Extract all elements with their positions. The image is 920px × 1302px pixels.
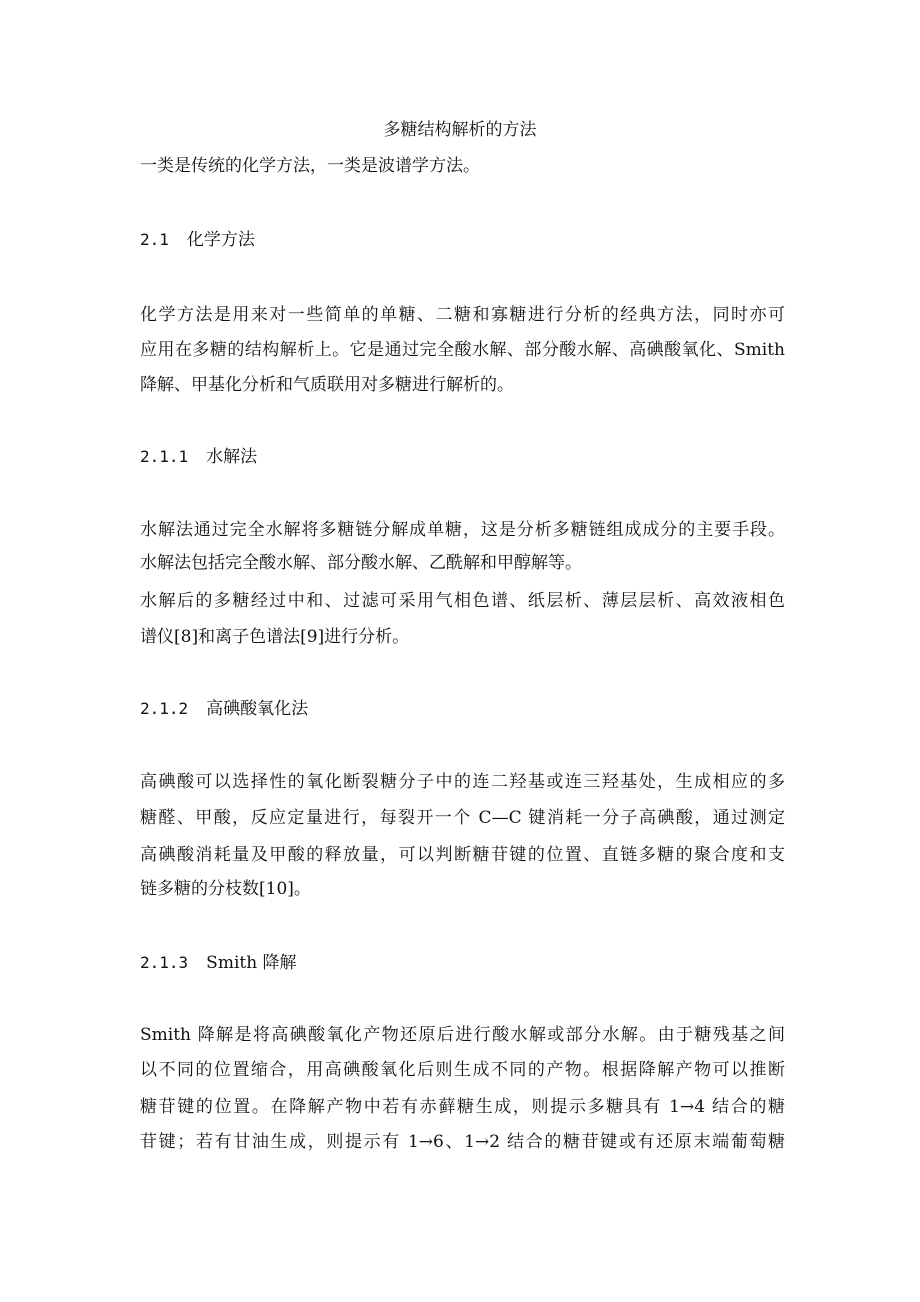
section-heading-2-1-2	[140, 697, 308, 721]
section-heading-2-1-3	[140, 951, 297, 975]
paragraph-line: 糖醛、甲酸，反应定量进行，每裂开一个 C—C 键消耗一分子高碘酸，通过测定	[140, 808, 785, 828]
paragraph-line: 高碘酸可以选择性的氧化断裂糖分子中的连二羟基或连三羟基处，生成相应的多	[140, 772, 785, 792]
paragraph-line: 高碘酸消耗量及甲酸的释放量，可以判断糖苷键的位置、直链多糖的聚合度和支	[140, 845, 785, 865]
section-number: 2.1	[140, 230, 169, 249]
section-number: 2.1.3	[140, 953, 189, 972]
paragraph-line: Smith 降解是将高碘酸氧化产物还原后进行酸水解或部分水解。由于糖残基之间	[140, 1025, 785, 1045]
intro-text: 一类是传统的化学方法，一类是波谱学方法。	[140, 156, 480, 176]
section-heading-2-1-1	[140, 445, 257, 469]
section-heading-2-1	[140, 228, 255, 252]
section-number: 2.1.1	[140, 447, 189, 466]
paragraph-line: 水解法通过完全水解将多糖链分解成单糖，这是分析多糖链组成成分的主要手段。	[140, 520, 785, 540]
page-title: 多糖结构解析的方法	[383, 120, 537, 140]
paragraph-line: 谱仪[8]和离子色谱法[9]进行分析。	[140, 627, 410, 647]
section-number: 2.1.2	[140, 699, 189, 718]
section-title: 高碘酸氧化法	[206, 699, 309, 719]
section-title: 水解法	[206, 447, 258, 467]
section-title: Smith 降解	[206, 953, 297, 973]
section-title: 化学方法	[186, 230, 255, 250]
paragraph-line: 化学方法是用来对一些简单的单糖、二糖和寡糖进行分析的经典方法，同时亦可	[140, 305, 785, 325]
paragraph-line: 链多糖的分枝数[10]。	[140, 879, 311, 899]
paragraph-line: 以不同的位置缩合，用高碘酸氧化后则生成不同的产物。根据降解产物可以推断	[140, 1060, 785, 1080]
paragraph-line: 水解后的多糖经过中和、过滤可采用气相色谱、纸层析、薄层层析、高效液相色	[140, 591, 785, 611]
paragraph-line: 苷键；若有甘油生成，则提示有 1→6、1→2 结合的糖苷键或有还原末端葡萄糖	[140, 1132, 785, 1152]
paragraph-line: 应用在多糖的结构解析上。它是通过完全酸水解、部分酸水解、高碘酸氧化、Smith	[140, 340, 785, 360]
paragraph-line: 水解法包括完全酸水解、部分酸水解、乙酰解和甲醇解等。	[140, 553, 582, 573]
paragraph-line: 降解、甲基化分析和气质联用对多糖进行解析的。	[140, 375, 514, 395]
paragraph-line: 糖苷键的位置。在降解产物中若有赤藓糖生成，则提示多糖具有 1→4 结合的糖	[140, 1097, 785, 1117]
